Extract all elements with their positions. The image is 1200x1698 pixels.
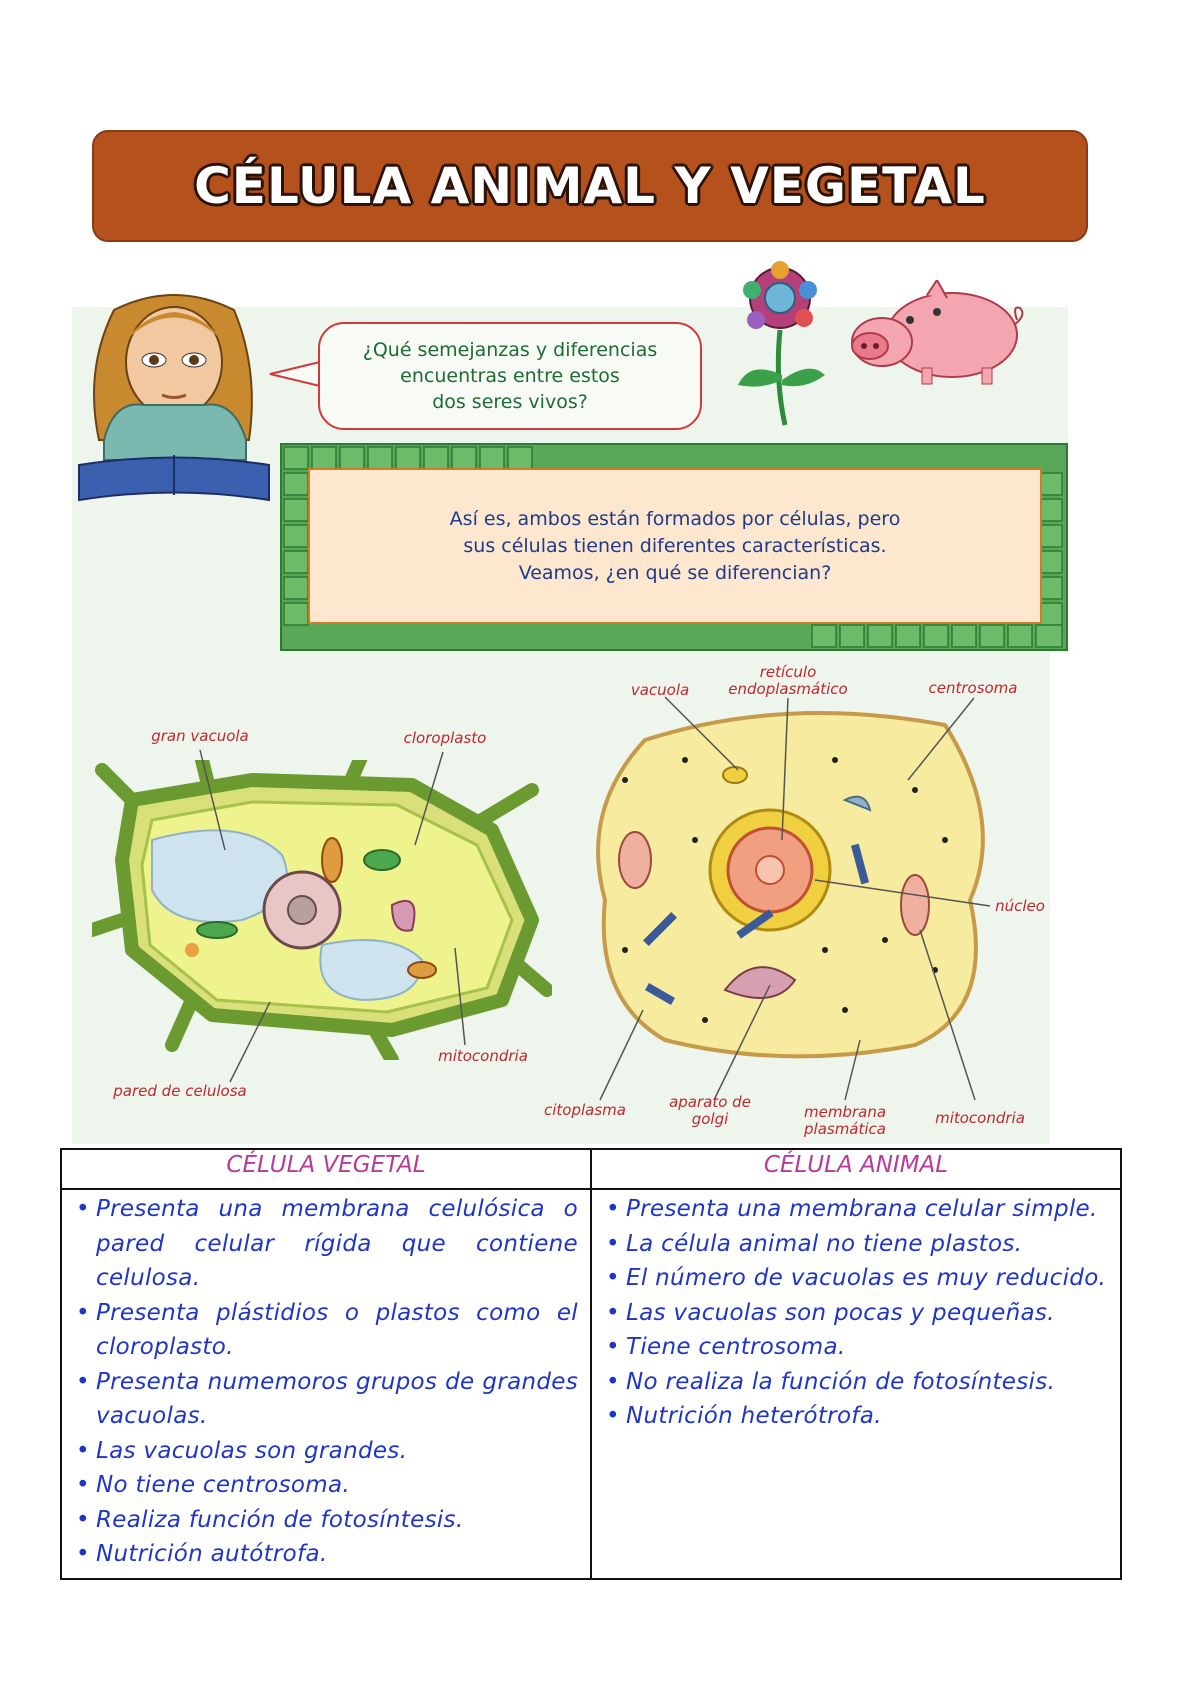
answer-line: Así es, ambos están formados por células, pero xyxy=(449,507,901,530)
header-celula-animal: CÉLULA ANIMAL xyxy=(591,1149,1121,1189)
label-membrana-plasmatica xyxy=(790,1104,900,1138)
answer-line: Veamos, ¿en qué se diferencian? xyxy=(518,561,832,584)
list-item: • El número de vacuolas es muy reducido. xyxy=(604,1261,1108,1296)
label-aparato-de-golgi xyxy=(660,1094,760,1128)
label-reticulo-line1: retículo xyxy=(759,663,817,681)
speech-line: ¿Qué semejanzas y diferencias xyxy=(362,339,658,361)
label-mitocondria-animal: mitocondria xyxy=(935,1109,1025,1127)
list-item: • Las vacuolas son pocas y pequeñas. xyxy=(604,1296,1108,1331)
label-cloroplasto: cloroplasto xyxy=(403,729,487,747)
speech-line: encuentras entre estos xyxy=(400,365,620,387)
table-row xyxy=(61,1189,1121,1579)
table-header-row xyxy=(61,1149,1121,1189)
vegetal-column xyxy=(61,1189,591,1579)
list-item: • Presenta una membrana celulósica o pared celular rígida que contiene celulosa. xyxy=(74,1192,578,1296)
label-membrana-line1: membrana xyxy=(803,1103,887,1121)
label-reticulo-line2: endoplasmático xyxy=(728,680,848,698)
list-item: • Presenta una membrana celular simple. xyxy=(604,1192,1108,1227)
answer-line: sus células tienen diferentes características. xyxy=(463,534,887,557)
list-item: • No realiza la función de fotosíntesis. xyxy=(604,1365,1108,1400)
list-item: • Nutrición autótrofa. xyxy=(74,1537,578,1572)
comparison-table xyxy=(60,1148,1122,1580)
label-gran-vacuola: gran vacuola xyxy=(151,727,249,745)
header-celula-vegetal: CÉLULA VEGETAL xyxy=(61,1149,591,1189)
label-membrana-line2: plasmática xyxy=(804,1120,886,1138)
page-title: CÉLULA ANIMAL Y VEGETAL xyxy=(194,157,986,215)
label-golgi-line2: golgi xyxy=(691,1110,729,1128)
list-item: • Presenta plástidios o plastos como el cloroplasto. xyxy=(74,1296,578,1365)
label-reticulo xyxy=(718,664,858,698)
list-item: • Presenta numemoros grupos de grandes vacuolas. xyxy=(74,1365,578,1434)
label-nucleo: núcleo xyxy=(995,897,1045,915)
list-item: • No tiene centrosoma. xyxy=(74,1468,578,1503)
list-item: • Tiene centrosoma. xyxy=(604,1330,1108,1365)
animal-list xyxy=(604,1192,1108,1434)
animal-column xyxy=(591,1189,1121,1579)
label-vacuola: vacuola xyxy=(630,681,690,699)
list-item: • Realiza función de fotosíntesis. xyxy=(74,1503,578,1538)
label-golgi-line1: aparato de xyxy=(669,1093,751,1111)
label-mitocondria-vegetal: mitocondria xyxy=(438,1047,528,1065)
vegetal-list xyxy=(74,1192,578,1572)
speech-line: dos seres vivos? xyxy=(432,391,588,413)
list-item: • Las vacuolas son grandes. xyxy=(74,1434,578,1469)
list-item: • La célula animal no tiene plastos. xyxy=(604,1227,1108,1262)
label-centrosoma: centrosoma xyxy=(928,679,1018,697)
list-item: • Nutrición heterótrofa. xyxy=(604,1399,1108,1434)
label-citoplasma: citoplasma xyxy=(544,1101,626,1119)
label-pared-de-celulosa: pared de celulosa xyxy=(113,1082,247,1100)
